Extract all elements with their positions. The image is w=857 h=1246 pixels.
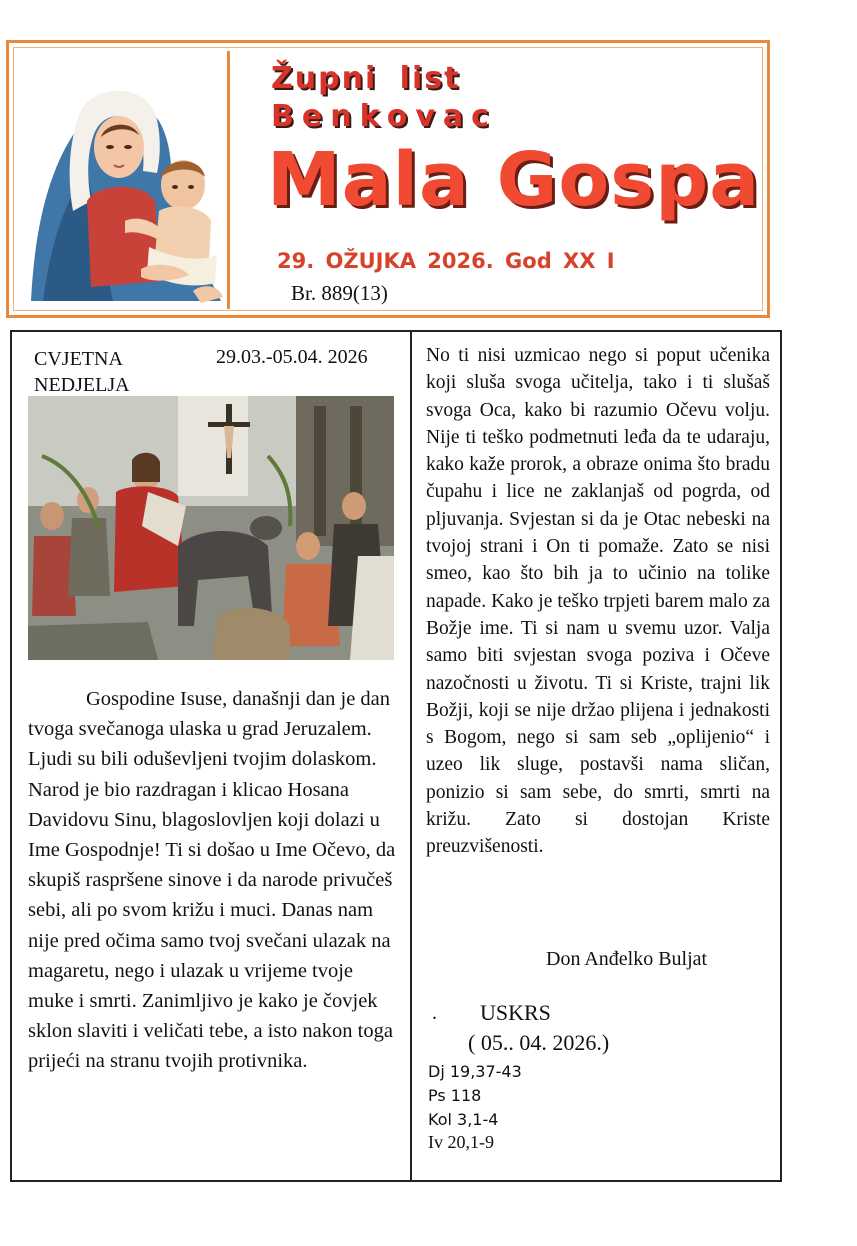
palm-sunday-image — [28, 396, 394, 660]
masthead — [6, 40, 770, 318]
article-paragraph-left: Gospodine Isuse, današnji dan je dan tvoga svečanoga ulaska u grad Jeruzalem. Ljudi su bili oduševljeni tvojim dolaskom. Narod je bio razdragan i klicao Hosana Davidovu Sinu, blagoslovljen koji dolazi u Ime Gospodnje! Ti si došao u Ime Očevo, da skupiš raspršene sinove i da narode privučeš sebi, ali po svom križu i muci. Danas nam nije pred očima samo tvoj svečani ulazak na magaretu, nego i ulazak u vrijeme tvoje muke i smrti. Zanimljivo je kako je čovjek sklon slaviti i veličati tebe, a isto nakon toga prijeći na stranu tvojih protivnika. — [28, 688, 396, 1073]
issue-number: Br. 889(13) — [291, 281, 388, 305]
section-dates: 29.03.-05.04. 2026 — [216, 346, 368, 368]
content-frame — [10, 330, 782, 1182]
reading-item: Iv 20,1-9 — [428, 1132, 494, 1152]
palm-sunday-entry-illustration — [28, 396, 394, 660]
easter-date: ( 05.. 04. 2026.) — [468, 1030, 610, 1055]
reading-item: Dj 19,37-43 — [428, 1062, 522, 1081]
issue-date: 29. OŽUJKA 2026. God XX I — [277, 249, 615, 273]
madonna-and-child-illustration — [21, 51, 227, 309]
section-heading: CVJETNA NEDJELJA — [34, 348, 130, 396]
article-paragraph-right: No ti nisi uzmicao nego si poput učenika koji sluša svoga učitelja, tako i ti slušaš svoga Oca, kako bi razumio Očevu volju. Nije ti teško podmetnuti leđa da te udaraju, kako kaže prorok, a obraze onima što bradu čupahu i lice ne zaklanjaš od pogrda, od pljuvanja. Svjestan si da je Otac nebeski na tvojoj strani i On ti pomaže. Zato se nisi smeo, kao što bih ja to učinio na tolike napade. Kako je teško trpjeti barem malo za Božje ime. Ti si nam u svemu uzor. Valja samo biti svjestan svoga poziva i Očeve nazočnosti u životu. Ti si Kriste, trajni lik Božji, koji se nije držao plijena i jednakosti s Bogom, nego si sam seb „oplijenio“ i uzeo lik sluge, postavši nama sličan, ponizio si sam sebe, do smrti, smrti na križu. Zato si dostojan Kriste preuzvišenosti. — [426, 345, 770, 858]
right-column — [412, 332, 780, 1180]
left-column — [12, 332, 410, 1180]
author-signature: Don Anđelko Buljat — [546, 948, 708, 970]
easter-bullet: . — [432, 1002, 437, 1024]
reading-item: Ps 118 — [428, 1086, 482, 1105]
newsletter-title: Mala Gospa — [267, 137, 761, 223]
easter-heading: USKRS — [480, 1000, 551, 1025]
reading-item: Kol 3,1-4 — [428, 1110, 499, 1129]
title-line-benkovac: Benkovac — [271, 99, 497, 134]
article-text-left — [28, 684, 400, 1077]
madonna-portrait-image — [21, 51, 230, 309]
title-line-zupni-list: Župni list — [271, 61, 461, 96]
